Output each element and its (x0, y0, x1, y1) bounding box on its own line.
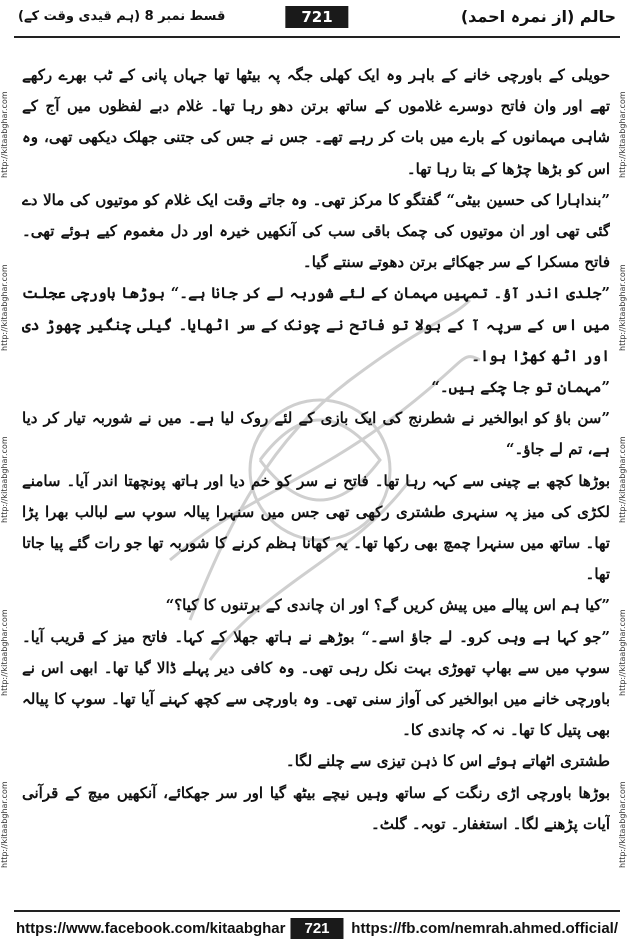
footer-divider (14, 910, 620, 912)
novel-title: حالم (از نمرہ احمد) (460, 7, 616, 26)
side-url: http://kitaabghar.com (618, 264, 627, 351)
page-footer (14, 918, 620, 942)
paragraph: ”سن باؤ کو ابوالخیر نے شطرنج کی ایک بازی کے لئے روک لیا ہے۔ میں نے شوربہ تیار کر دیا ہے، تم لے جاؤ۔“ (22, 409, 610, 459)
paragraph: بوڑھا کچھ بے چینی سے کہہ رہا تھا۔ فاتح نے سر کو خم دیا اور ہاتھ پونچھتا اندر آیا۔ سامنے لکڑی کی میز پہ سنہری طشتری رکھی تھی جس میں سنہرا پیالہ سوپ سے لبالب بھرا پڑا تھا۔ ساتھ میں سنہرا چمچ بھی رکھا تھا۔ یہ کھانا ہظم کرنے کا شوربہ تھا جو رات گئے پیا جاتا تھا۔ (22, 471, 610, 584)
side-url: http://kitaabghar.com (618, 436, 627, 524)
paragraph: حویلی کے باورچی خانے کے باہر وہ ایک کھلی جگہ پہ بیٹھا تھا جہاں پانی کے ٹب بھرے رکھے تھے اور وان فاتح دوسرے غلاموں کے ساتھ برتن دھو رہا تھا۔ غلام دبے لفظوں میں آج کے شاہی مہمانوں کے بارے میں بات کر رہے تھے۔ جس نے جس کی جتنی جھلک دیکھی تھی، وہ اس کو بڑھا چڑھا کے بتا رہا تھا۔ (22, 66, 610, 178)
paragraph: ”کیا ہم اس پیالے میں پیش کریں گے؟ اور ان چاندی کے برتنوں کا کیا؟“ (165, 596, 610, 615)
page-body (22, 60, 610, 880)
paragraph: ”جلدی اندر آؤ۔ تمہیں مہمان کے لئے شوربہ لے کر جانا ہے۔“ بوڑھا باورچی عجلت میں اس کے سرپہ آ کے بولا تو فاتح نے چونک کے سر اٹھایا۔ گیلی چنگیر چھوڑ دی اور اٹھ کھڑا ہوا۔ (22, 284, 610, 365)
side-url: http://kitaabghar.com (0, 264, 9, 351)
side-url: http://kitaabghar.com (618, 781, 627, 869)
episode-title: قسط نمبر 8 (ہم قیدی وقت کے) (18, 9, 226, 24)
side-watermark-left (0, 60, 16, 900)
footer-page-number: 721 (290, 918, 343, 939)
side-url: http://kitaabghar.com (0, 436, 9, 524)
paragraph: ”مہمان تو جا چکے ہیں۔“ (431, 378, 610, 397)
page-header (14, 6, 620, 34)
author-fb-link[interactable]: https://fb.com/nemrah.ahmed.official/ (351, 920, 618, 937)
facebook-link[interactable]: https://www.facebook.com/kitaabghar (16, 920, 286, 937)
side-url: http://kitaabghar.com (618, 91, 627, 179)
paragraph: طشتری اٹھاتے ہوئے اس کا ذہن تیزی سے چلنے لگا۔ (285, 752, 610, 771)
side-watermark-right (618, 60, 634, 900)
paragraph: بوڑھا باورچی اڑی رنگت کے ساتھ وہیں نیچے بیٹھ گیا اور سر جھکائے، آنکھیں میچ کے قرآنی آیات پڑھنے لگا۔ استغفار۔ توبہ۔ گلٹ۔ (22, 783, 610, 833)
header-page-number: 721 (285, 6, 348, 28)
side-url: http://kitaabghar.com (618, 609, 627, 696)
paragraph: ”جو کہا ہے وہی کرو۔ لے جاؤ اسے۔“ بوڑھے نے ہاتھ جھلا کے کہا۔ فاتح میز کے قریب آیا۔ سوپ میں سے بھاپ تھوڑی بہت نکل رہی تھی۔ وہ کافی دیر پہلے ڈالا گیا تھا۔ ابھی اس نے باورچی خانے میں ابوالخیر کی آواز سنی تھی۔ وہ باورچی سے کچھ کہنے آیا تھا۔ سوپ کا پیالہ بھی پتیل کا تھا۔ نہ کہ چاندی کا۔ (22, 627, 610, 740)
side-url: http://kitaabghar.com (0, 781, 9, 869)
header-divider (14, 36, 620, 38)
side-url: http://kitaabghar.com (0, 91, 9, 179)
paragraph: ”بنداہارا کی حسین بیٹی“ گفتگو کا مرکز تھی۔ وہ جاتے وقت ایک غلام کو موتیوں کی مالا دے گئی تھی اور ان موتیوں کی چمک باقی سب کی آنکھیں خیرہ اور دل مغموم کیے ہوئے تھی۔ فاتح مسکرا کے سر جھکائے برتن دھوتے سنتے گیا۔ (22, 190, 610, 272)
side-url: http://kitaabghar.com (0, 609, 9, 696)
